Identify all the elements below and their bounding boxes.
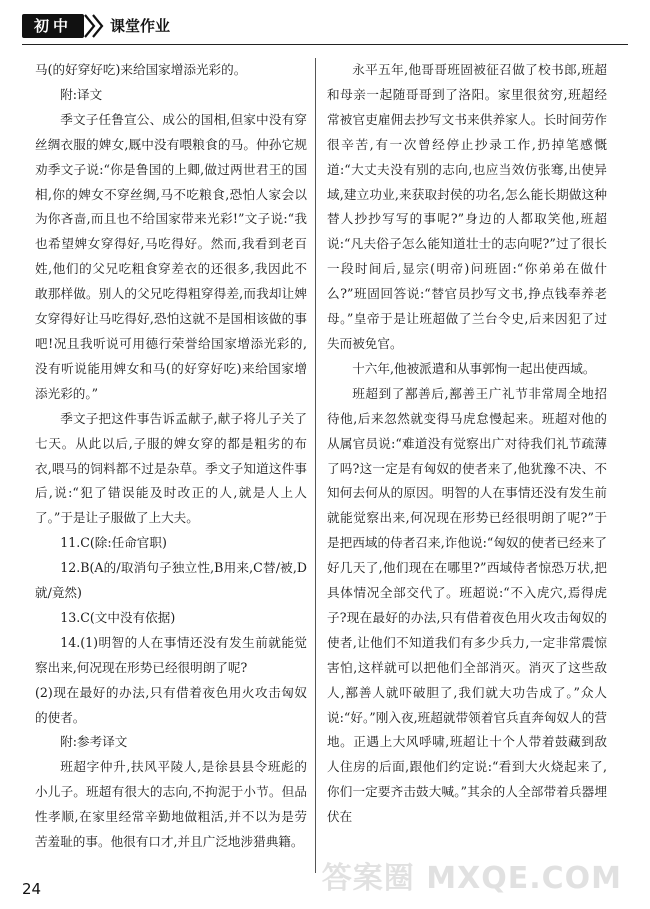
book-title: 课堂作业 (110, 17, 171, 35)
left-column (35, 58, 307, 855)
header-rule (22, 44, 628, 45)
page-number: 24 (22, 880, 42, 898)
answer-item: 11.C(除:任命官职) (60, 535, 167, 551)
paragraph: 班超到了鄯善后,鄯善王广礼节非常周全地招待他,后来忽然就变得马虎怠慢起来。班超对他的从属官员说:“难道没有觉察出广对待我们礼节疏薄了吗?这一定是有匈奴的使者来了,他犹豫不决、不知何去何从的原因。明智的人在事情还没有发生前就能觉察出来,何况现在形势已经很明朗了呢?”于是把西域的侍者召来,诈他说:“匈奴的使者已经来了好几天了,他们现在在哪里?”西域侍者惊恐万状,把具体情况全部交代了。班超说:“不入虎穴,焉得虎子?现在最好的办法,只有借着夜色用火攻击匈奴的使者,让他们不知道我们有多少兵力,一定非常震惊害怕,这样就可以把他们全部消灭。消灭了这些敌人,鄯善人就吓破胆了,我们就大功告成了。”众人说:“好。”刚入夜,班超就带领着官兵直奔匈奴人的营地。正遇上大风呼啸,班超让十个人带着鼓藏到敌人住房的后面,跟他们约定说:“看到大火烧起来了,你们一定要齐击鼓大喊。”其余的人全部带着兵器埋伏在 (327, 385, 607, 825)
paragraph: 班超字仲升,扶风平陵人,是徐县县令班彪的小儿子。班超有很大的志向,不拘泥于小节。但品性孝顺,在家里经常辛勤地做粗活,并不以为是劳苦羞耻的事。他很有口才,并且广泛地涉猎典籍。 (35, 759, 307, 850)
paragraph: 永平五年,他哥哥班固被征召做了校书郎,班超和母亲一起随哥哥到了洛阳。家里很贫穷,班超经常被官吏雇佣去抄写文书来供养家人。长时间劳作很辛苦,有一次曾经停止抄录工作,扔掉笔感慨道:“大丈夫没有别的志向,也应当效仿张骞,出使异域,建立功业,来获取封侯的功名,怎么能长期做这种替人抄抄写写的事呢?”身边的人都取笑他,班超说:“凡夫俗子怎么能知道壮士的志向呢?”过了很长一段时间后,显宗(明帝)问班固:“你弟弟在做什么?”班固回答说:“替官员抄写文书,挣点钱奉养老母。”皇帝于是让班超做了兰台令史,后来因犯了过失而被免官。 (327, 62, 607, 351)
grade-tag: 初中 (22, 14, 84, 38)
paragraph: 季文子把这件事告诉孟献子,献子将儿子关了七天。从此以后,子服的婢女穿的都是粗劣的布衣,喂马的饲料都不过是杂草。季文子知道这件事后,说:“犯了错误能及时改正的人,就是人上人了。”于是让子服做了上大夫。 (35, 410, 307, 526)
right-column (327, 58, 607, 830)
page-header (0, 0, 650, 44)
answer-item: 14.(1)明智的人在事情还没有发生前就能觉察出来,何况现在形势已经很明朗了呢? (35, 634, 307, 675)
paragraph: 附:参考译文 (60, 734, 128, 750)
paragraph: 季文子任鲁宣公、成公的国相,但家中没有穿丝绸衣服的婢女,厩中没有喂粮食的马。仲孙它规劝季文子说:“你是鲁国的上卿,做过两世君王的国相,你的婢女不穿丝绸,马不吃粮食,恐怕人家会以为你吝啬,而且也不给国家带来光彩!”文子说:“我也希望婢女穿得好,马吃得好。然而,我看到老百姓,他们的父兄吃粗食穿差衣的还很多,我因此不敢那样做。别人的父兄吃得粗穿得差,而我却让婢女穿得好让马吃得好,恐怕这就不是国相该做的事吧!况且我听说可用德行荣誉给国家增添光彩的,没有听说能用婢女和马(的好穿好吃)来给国家增添光彩的。” (35, 111, 307, 401)
paragraph: 十六年,他被派遣和从事郭恂一起出使西域。 (352, 360, 596, 376)
answer-item: 12.B(A的/取消句子独立性,B用来,C替/被,D就/竟然) (35, 560, 307, 601)
double-chevron-icon (82, 12, 108, 40)
watermark: 答案圈 MXQE.COM (321, 861, 622, 896)
answer-item: (2)现在最好的办法,只有借着夜色用火攻击匈奴的使者。 (35, 684, 307, 725)
paragraph: 附:译文 (60, 86, 103, 102)
column-divider (315, 58, 316, 873)
paragraph: 马(的好穿好吃)来给国家增添光彩的。 (35, 62, 247, 77)
answer-item: 13.C(文中没有依据) (60, 609, 176, 625)
